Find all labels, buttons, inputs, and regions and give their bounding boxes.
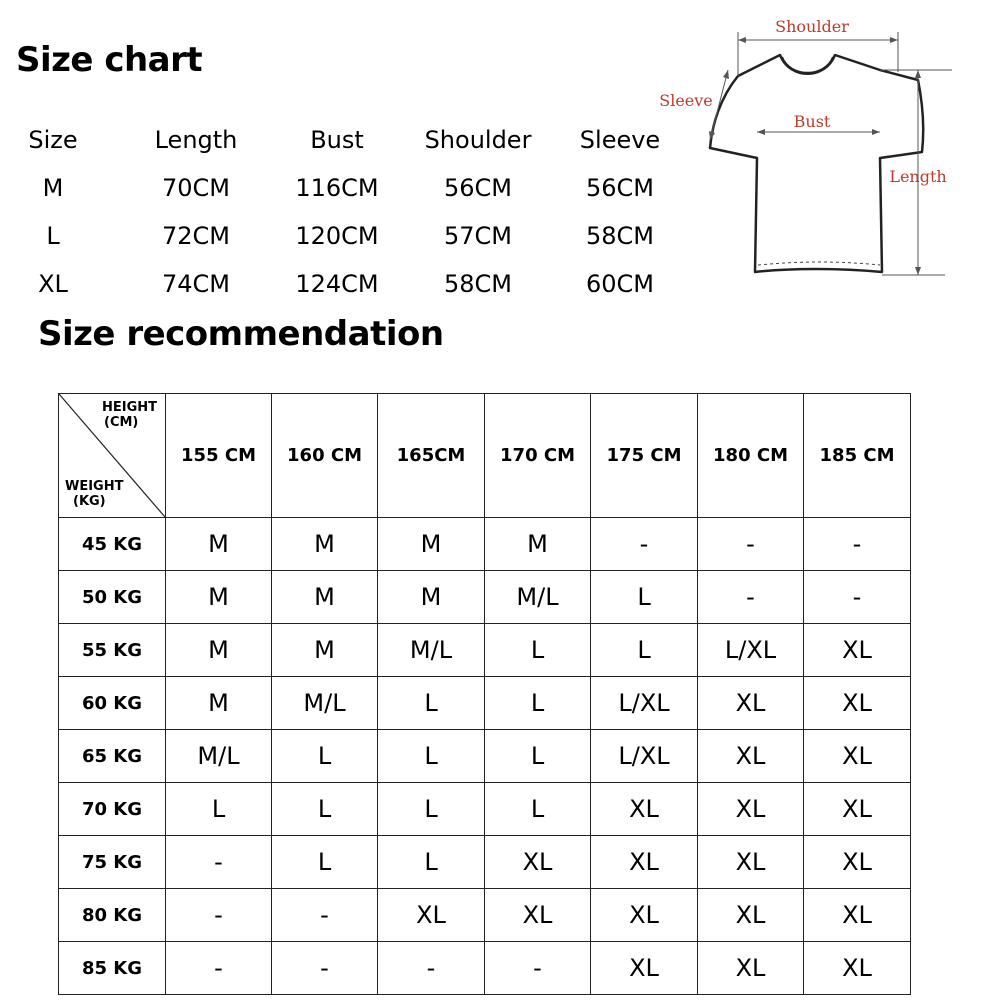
shoulder-label: Shoulder [775,17,849,36]
table-row [59,836,911,889]
height-column-header: 155 CM [166,394,272,518]
size-cell: L [378,783,485,836]
weight-row-header: 85 KG [59,942,166,995]
size-cell: M [272,624,378,677]
size-cell: XL [804,783,911,836]
size-chart-size-label: L [46,222,60,250]
table-row [59,783,911,836]
size-cell: - [804,518,911,571]
size-cell: L [378,677,485,730]
table-corner-cell [59,394,166,518]
size-chart-header: Sleeve [579,126,661,154]
size-cell: M [378,518,485,571]
table-header-row [59,394,911,518]
size-cell: - [698,571,804,624]
size-cell: XL [591,889,698,942]
size-cell: L [591,624,698,677]
size-chart-header: Bust [310,126,364,154]
size-chart-value: 58CM [585,222,655,250]
size-chart-header: Length [154,126,238,154]
sleeve-label: Sleeve [659,91,713,110]
tshirt-measurement-diagram [640,10,960,290]
size-cell: L/XL [698,624,804,677]
size-cell: XL [804,677,911,730]
size-cell: L [485,677,591,730]
size-cell: L [485,783,591,836]
size-cell: - [698,518,804,571]
size-cell: - [166,889,272,942]
size-cell: - [804,571,911,624]
size-chart-size-label: M [42,174,64,202]
table-row [59,889,911,942]
height-column-header: 165CM [378,394,485,518]
weight-row-header: 75 KG [59,836,166,889]
size-chart-value: 116CM [295,174,379,202]
size-chart-title: Size chart [16,40,203,80]
table-row [59,518,911,571]
size-recommendation-title: Size recommendation [38,314,444,354]
size-cell: XL [804,624,911,677]
size-cell: L/XL [591,677,698,730]
weight-row-header: 60 KG [59,677,166,730]
size-cell: XL [804,730,911,783]
size-chart-size-label: XL [38,270,68,298]
size-cell: XL [804,942,911,995]
height-column-header: 180 CM [698,394,804,518]
size-cell: M [166,624,272,677]
size-cell: L [485,730,591,783]
size-cell: L [272,730,378,783]
size-cell: XL [485,836,591,889]
weight-axis-label: WEIGHT [65,479,124,494]
size-cell: XL [698,783,804,836]
table-row [59,730,911,783]
size-cell: XL [698,889,804,942]
size-cell: - [591,518,698,571]
table-row [59,677,911,730]
size-cell: XL [591,783,698,836]
tshirt-outline [710,55,923,272]
bust-label: Bust [793,112,831,131]
size-cell: L [272,783,378,836]
size-chart-value: 56CM [443,174,513,202]
size-cell: XL [698,836,804,889]
size-cell: M [378,571,485,624]
size-cell: M/L [485,571,591,624]
size-chart-value: 70CM [161,174,231,202]
height-column-header: 170 CM [485,394,591,518]
size-chart-value: 74CM [161,270,231,298]
size-chart-value: 72CM [161,222,231,250]
size-cell: M [166,518,272,571]
size-cell: M [272,571,378,624]
size-chart-value: 57CM [443,222,513,250]
length-label: Length [889,167,947,186]
size-cell: L [378,730,485,783]
size-cell: XL [698,942,804,995]
size-cell: M/L [272,677,378,730]
size-cell: - [166,836,272,889]
size-cell: M/L [166,730,272,783]
size-cell: M [166,571,272,624]
size-cell: - [378,942,485,995]
height-column-header: 185 CM [804,394,911,518]
size-cell: XL [698,730,804,783]
size-chart-value: 56CM [585,174,655,202]
table-row [59,942,911,995]
size-cell: XL [485,889,591,942]
size-cell: L [166,783,272,836]
size-cell: XL [591,942,698,995]
weight-row-header: 50 KG [59,571,166,624]
weight-row-header: 55 KG [59,624,166,677]
table-row [59,624,911,677]
size-cell: L [591,571,698,624]
size-cell: L/XL [591,730,698,783]
size-chart-value: 124CM [295,270,379,298]
size-cell: M [272,518,378,571]
size-cell: XL [378,889,485,942]
height-axis-label: HEIGHT [102,400,158,415]
size-cell: XL [804,889,911,942]
size-cell: M [485,518,591,571]
weight-row-header: 70 KG [59,783,166,836]
weight-unit-label: (KG) [73,494,106,509]
size-cell: XL [698,677,804,730]
size-chart-value: 120CM [295,222,379,250]
size-recommendation-table [58,393,911,995]
size-cell: XL [591,836,698,889]
weight-row-header: 65 KG [59,730,166,783]
height-column-header: 175 CM [591,394,698,518]
size-chart-header: Shoulder [424,126,532,154]
size-cell: M [166,677,272,730]
table-row [59,571,911,624]
weight-row-header: 45 KG [59,518,166,571]
size-chart-value: 60CM [585,270,655,298]
size-cell: XL [804,836,911,889]
size-cell: - [272,889,378,942]
size-cell: - [166,942,272,995]
size-cell: L [272,836,378,889]
size-cell: L [485,624,591,677]
weight-row-header: 80 KG [59,889,166,942]
size-cell: - [272,942,378,995]
height-unit-label: (CM) [104,415,139,430]
height-column-header: 160 CM [272,394,378,518]
size-chart-header: Size [28,126,78,154]
size-chart-value: 58CM [443,270,513,298]
size-cell: L [378,836,485,889]
size-cell: - [485,942,591,995]
size-cell: M/L [378,624,485,677]
table-body [59,518,911,995]
